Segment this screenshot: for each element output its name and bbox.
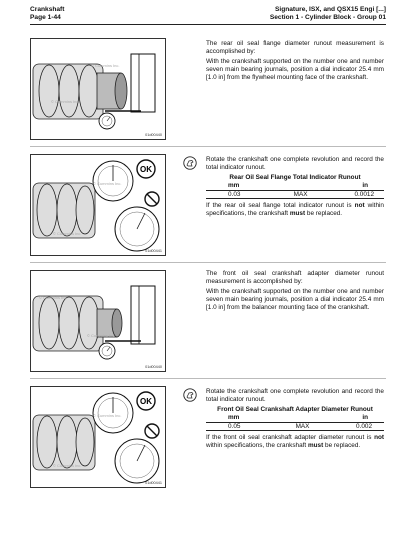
section-rear-seal-runout-text	[206, 156, 384, 221]
header-title: Crankshaft	[30, 6, 65, 13]
watermark-1a: © Cummins Inc.	[91, 63, 120, 68]
watermark-1b: © Cummins Inc.	[51, 99, 80, 104]
header-rule	[30, 24, 386, 25]
unit-mm: mm	[228, 414, 240, 421]
paragraph: If the rear oil seal flange total indicator runout is not within specifications, the crankshaft must be replaced.	[206, 202, 384, 217]
watermark-3b: © Cummins Inc.	[87, 333, 116, 338]
paragraph: With the crankshaft supported on the number one and number seven main bearing journals, position a dial indicator 25.4 mm [1.0 in] from the flywheel mounting face of the crankshaft.	[206, 58, 384, 81]
section-front-seal-setup-text	[206, 270, 384, 315]
dial-indicator-ok-illustration	[31, 387, 165, 487]
watermark-4b: © Cummins Inc.	[53, 463, 82, 468]
ok-badge-label: OK	[140, 165, 152, 174]
unit-mm: mm	[228, 182, 240, 189]
figure-code: 01d00441	[145, 249, 162, 253]
spec-value-label: MAX	[286, 422, 318, 431]
spec-value-in: 0.0012	[316, 190, 384, 199]
page-header-left	[30, 6, 64, 22]
page-header-right	[270, 6, 386, 22]
spec-value-mm: 0.03	[206, 190, 285, 199]
unit-in: in	[362, 414, 368, 421]
paragraph: Rotate the crankshaft one complete revolution and record the total indicator runout.	[206, 156, 384, 171]
figure-rear-seal-runout-ok	[30, 154, 166, 256]
header-manual-title: Signature, ISX, and QSX15 Engi [...]	[274, 6, 386, 13]
section-rear-seal-setup-text	[206, 40, 384, 85]
ok-badge-label: OK	[140, 397, 152, 406]
crankshaft-dial-indicator-illustration	[31, 271, 165, 371]
figure-code: 01d00440	[145, 365, 162, 369]
spec-table-title: Front Oil Seal Crankshaft Adapter Diameter Runout	[217, 406, 373, 414]
watermark-2a: © Cummins Inc.	[93, 181, 122, 186]
paragraph: If the front oil seal crankshaft adapter diameter runout is not within specifications, the crankshaft must be replaced.	[206, 434, 384, 449]
spec-value-in: 0.002	[319, 422, 384, 431]
paragraph: With the crankshaft supported on the number one and number seven main bearing journals, position a dial indicator 25.4 mm [1.0 in] from the balancer mounting face of the crankshaft.	[206, 288, 384, 311]
section-divider	[30, 262, 386, 263]
info-icon	[183, 156, 197, 170]
spec-table-rear-seal	[206, 174, 384, 199]
paragraph: The rear oil seal flange diameter runout measurement is accomplished by:	[206, 40, 384, 55]
figure-code: 01d00440	[145, 133, 162, 137]
section-divider	[30, 378, 386, 379]
dial-indicator-ok-illustration	[31, 155, 165, 255]
crankshaft-dial-indicator-illustration	[31, 39, 165, 139]
section-divider	[30, 146, 386, 147]
figure-front-seal-runout-ok	[30, 386, 166, 488]
spec-table-front-seal	[206, 406, 384, 431]
unit-in: in	[362, 182, 368, 189]
info-icon	[183, 388, 197, 402]
figure-code: 01d00441	[145, 481, 162, 485]
watermark-2b: © Cummins Inc.	[53, 231, 82, 236]
paragraph: The front oil seal crankshaft adapter diameter runout measurement is accomplished by:	[206, 270, 384, 285]
spec-value-mm: 0.05	[206, 422, 286, 431]
figure-front-seal-dial-setup	[30, 270, 166, 372]
figure-rear-seal-dial-setup	[30, 38, 166, 140]
section-front-seal-runout-text	[206, 388, 384, 453]
watermark-4a: © Cummins Inc.	[93, 413, 122, 418]
spec-value-label: MAX	[285, 190, 317, 199]
spec-table-title: Rear Oil Seal Flange Total Indicator Runout	[229, 174, 361, 182]
watermark-3a: © Cummins Inc.	[39, 295, 68, 300]
header-page-number: Page 1-44	[30, 14, 61, 21]
paragraph: Rotate the crankshaft one complete revolution and record the total indicator runout.	[206, 388, 384, 403]
header-section: Section 1 - Cylinder Block - Group 01	[269, 14, 386, 21]
